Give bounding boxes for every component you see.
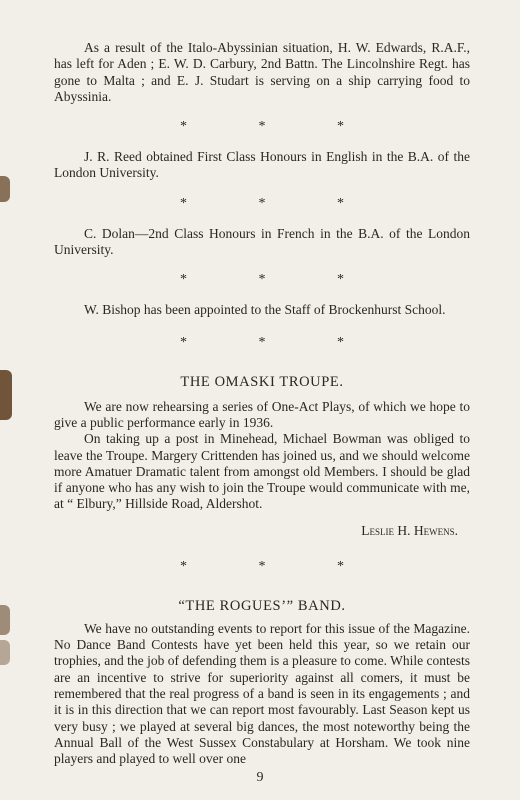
omaski-paragraph: On taking up a post in Minehead, Michael Bowman was obliged to leave the Troupe. Margery Crittenden has joined us, and we should welcome more Amatuer Dramatic talent from amongst old Members. I should be glad if anyone who has any wish to join the Troupe would communicate with me, at “ Elbury,” Hillside Road, Aldershot. <box>54 431 470 512</box>
news-note: As a result of the Italo-Abyssinian situation, H. W. Edwards, R.A.F., has left for Aden ; E. W. D. Carbury, 2nd Battn. The Lincolnshire Regt. has gone to Malta ; and E. J. Studart is serving on a ship carrying food to Abyssinia. <box>54 40 470 104</box>
news-note: C. Dolan—2nd Class Honours in French in the B.A. of the London University. <box>54 225 470 258</box>
news-note: W. Bishop has been appointed to the Staff of Brockenhurst School. <box>84 302 446 318</box>
news-note: J. R. Reed obtained First Class Honours in English in the B.A. of the London University. <box>54 149 470 181</box>
separator-stars: * * * <box>180 119 378 135</box>
omaski-paragraph: We are now rehearsing a series of One-Act Plays, of which we hope to give a public performance early in 1936. <box>54 398 470 430</box>
separator-stars: * * * <box>180 195 378 211</box>
separator-stars: * * * <box>180 558 378 574</box>
stain-mark <box>0 640 10 665</box>
stain-mark <box>0 605 10 635</box>
page-content <box>54 40 470 767</box>
separator-stars: * * * <box>180 334 378 350</box>
author-signature: Leslie H. Hewens. <box>361 522 458 538</box>
page-number: 9 <box>256 770 264 785</box>
section-heading-rogues: “THE ROGUES’” BAND. <box>178 597 346 614</box>
separator-stars: * * * <box>180 272 378 288</box>
stain-mark <box>0 176 10 202</box>
section-heading-omaski: THE OMASKI TROUPE. <box>180 373 344 390</box>
rogues-paragraph: We have no outstanding events to report for this issue of the Magazine. No Dance Band Contests have yet been held this year, so we retain our trophies, and the job of defending them is a pleasure to come. While contests are an incentive to strive for superiority against all comers, it must be remembered that the real progress of a band is seen in its engagements ; and it is in this direction that we can report most favourably. Last Season kept us very busy ; we played at several big dances, the most noteworthy being the Annual Ball of the West Sussex Constabulary at Horsham. We took nine players and played to well over one <box>54 620 470 767</box>
stain-mark <box>0 370 12 420</box>
